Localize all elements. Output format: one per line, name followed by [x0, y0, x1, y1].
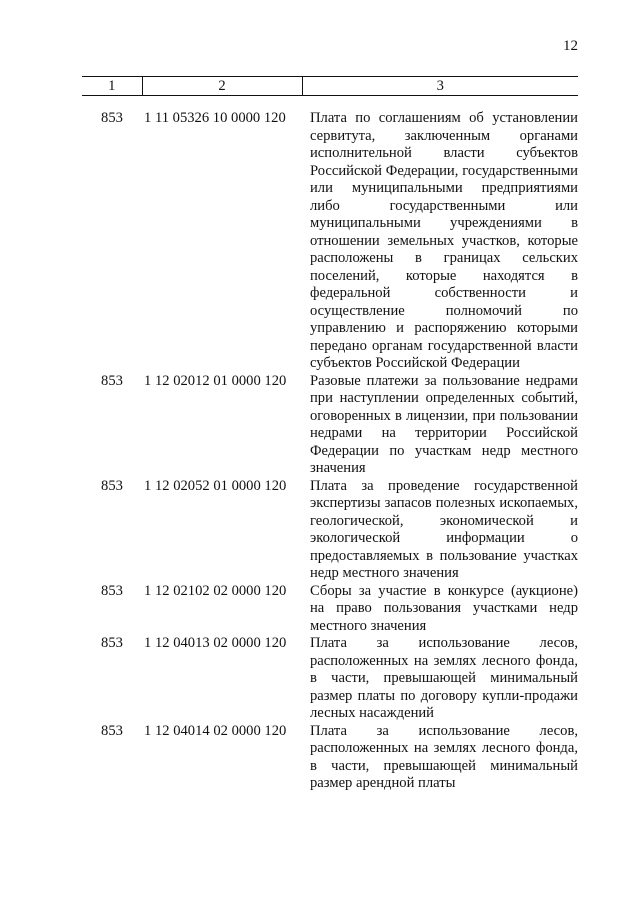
- revenue-code-cell: 1 12 02102 02 0000 120: [144, 582, 287, 599]
- revenue-name-cell: Плата за использование лесов, расположенных на землях лесного фонда, в части, превышающей минимальный размер платы по договору купли-продажи лесных насаждений: [310, 635, 578, 721]
- revenue-codes-table: [82, 76, 578, 793]
- revenue-code-cell: 1 11 05326 10 0000 120: [144, 110, 286, 126]
- admin-code-cell: 853: [101, 635, 123, 651]
- table-row: [82, 373, 578, 478]
- admin-code-cell: 853: [101, 722, 123, 739]
- revenue-name-cell: Плата за проведение государственной экспертизы запасов полезных ископаемых, геологической, экономической и экологической информации о предоставляемых в пользование участках недр местного значения: [310, 477, 578, 581]
- revenue-name-cell: Разовые платежи за пользование недрами при наступлении определенных событий, оговоренных в лицензии, при пользовании недрами на территории Российской Федерации по участкам недр местного значения: [310, 372, 578, 476]
- admin-code-cell: 853: [101, 372, 123, 389]
- revenue-name-cell: Плата по соглашениям об установлении сервитута, заключенным органами исполнительной власти субъектов Российской Федерации, государственными или муниципальными предприятиями либо государственными или муниципальными учреждениями в отношении земельных участков, которые расположены в границах сельских поселений, которые находятся в федеральной собственности и осуществление полномочий по управлению и распоряжению которыми передано органам государственной власти субъектов Российской Федерации: [310, 110, 578, 371]
- revenue-code-cell: 1 12 02012 01 0000 120: [144, 372, 287, 389]
- revenue-name-cell: Сборы за участие в конкурсе (аукционе) на право пользования участками недр местного значения: [310, 582, 578, 634]
- table-row: [82, 96, 578, 373]
- revenue-name-cell: Плата за использование лесов, расположенных на землях лесного фонда, в части, превышающей минимальный размер арендной платы: [310, 722, 578, 791]
- page-number: 12: [563, 38, 578, 54]
- column-header-1: 1: [82, 77, 142, 96]
- table-row: [82, 723, 578, 793]
- revenue-code-cell: 1 12 04013 02 0000 120: [144, 635, 287, 651]
- table-row: [82, 583, 578, 636]
- table-header-row: [82, 77, 578, 96]
- table-row: [82, 478, 578, 583]
- admin-code-cell: 853: [101, 110, 123, 126]
- table-row: [82, 635, 578, 723]
- column-header-3: 3: [302, 77, 578, 96]
- revenue-code-cell: 1 12 02052 01 0000 120: [144, 477, 287, 494]
- admin-code-cell: 853: [101, 582, 123, 599]
- admin-code-cell: 853: [101, 477, 123, 494]
- column-header-2: 2: [142, 77, 302, 96]
- revenue-code-cell: 1 12 04014 02 0000 120: [144, 722, 287, 739]
